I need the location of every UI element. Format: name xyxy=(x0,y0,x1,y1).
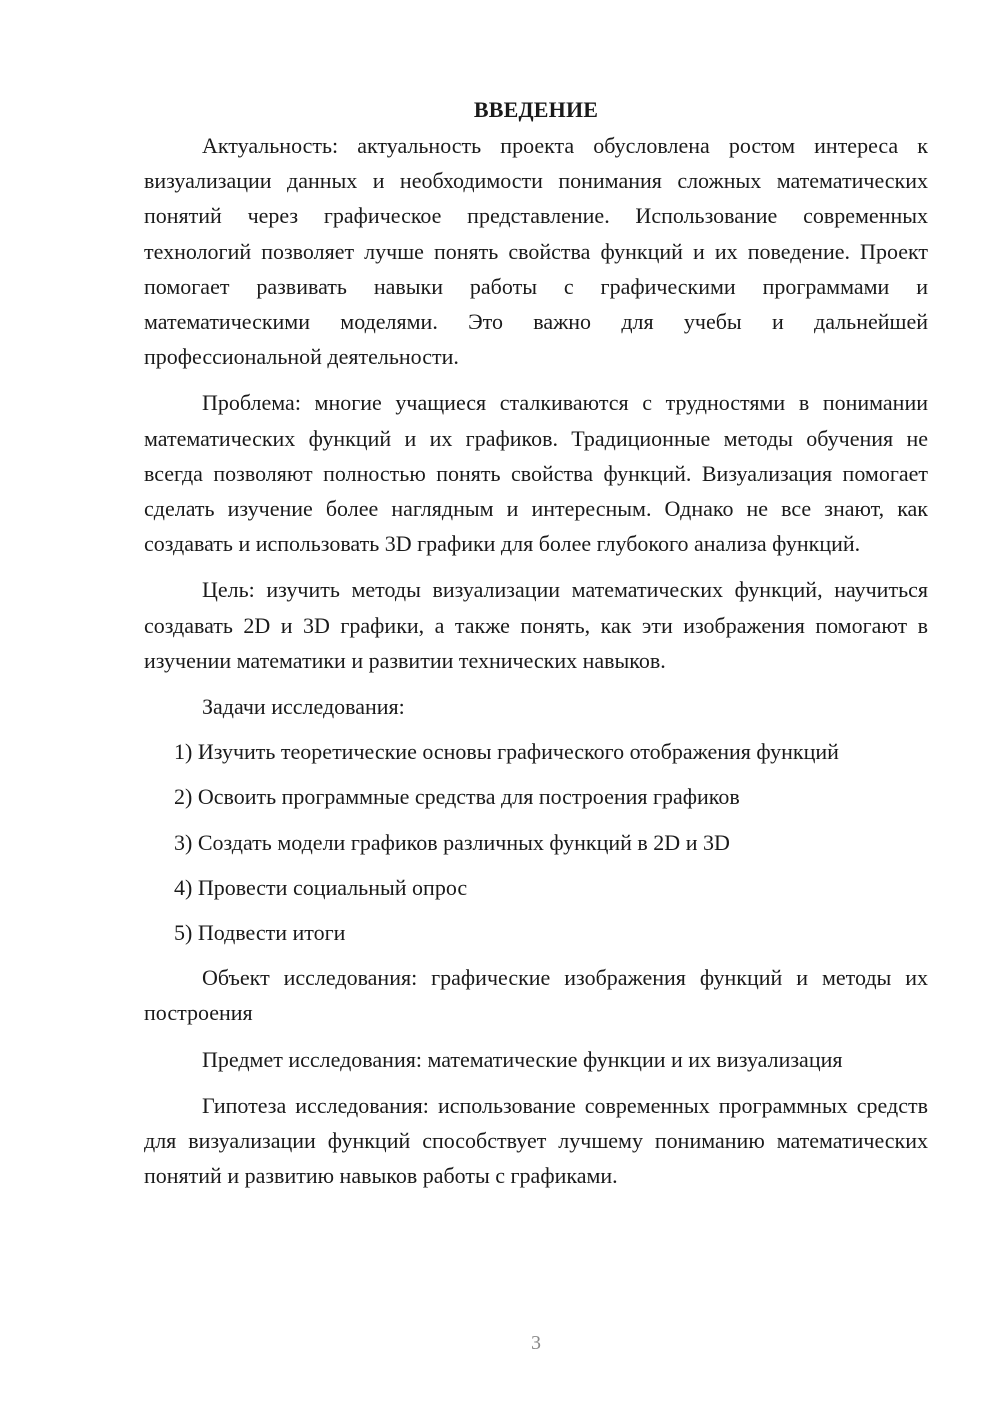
section-title: ВВЕДЕНИЕ xyxy=(473,97,599,122)
tasks-heading: Задачи исследования: xyxy=(202,694,405,720)
paragraph-hypothesis: Гипотеза исследования: использование современных программных средств для визуализации функций способствует лучшему пониманию математических понятий и развитию навыков работы с графиками. xyxy=(144,1092,928,1189)
list-item: 1) Изучить теоретические основы графического отображения функций xyxy=(174,739,839,765)
list-item: 5) Подвести итоги xyxy=(174,920,346,946)
list-item: 4) Провести социальный опрос xyxy=(174,874,468,900)
list-item: 2) Освоить программные средства для построения графиков xyxy=(174,784,740,810)
paragraph-subject: Предмет исследования: математические функции и их визуализация xyxy=(202,1046,843,1072)
list-item: 3) Создать модели графиков различных функций в 2D и 3D xyxy=(174,829,730,855)
paragraph-object: Объект исследования: графические изображения функций и методы их построения xyxy=(144,965,928,1026)
page-number: 3 xyxy=(531,1332,541,1354)
document-page xyxy=(144,92,928,1193)
tasks-list xyxy=(144,734,928,950)
paragraph-goal: Цель: изучить методы визуализации математических функций, научиться создавать 2D и 3D графики, а также понять, как эти изображения помогают в изучении математики и развитии технических навыков. xyxy=(144,577,928,673)
paragraph-relevance: Актуальность: актуальность проекта обусловлена ростом интереса к визуализации данных и необходимости понимания сложных математических понятий через графическое представление. Использование современных технологий позволяет лучше понять свойства функций и их поведение. Проект помогает развивать навыки работы с графическими программами и математическими моделями. Это важно для учебы и дальнейшей профессиональной деятельности. xyxy=(144,133,928,370)
paragraph-problem: Проблема: многие учащиеся сталкиваются с трудностями в понимании математических функций и их графиков. Традиционные методы обучения не всегда позволяют полностью понять свойства функций. Визуализация помогает сделать изучение более наглядным и интересным. Однако не все знают, как создавать и использовать 3D графики для более глубокого анализа функций. xyxy=(144,390,928,557)
